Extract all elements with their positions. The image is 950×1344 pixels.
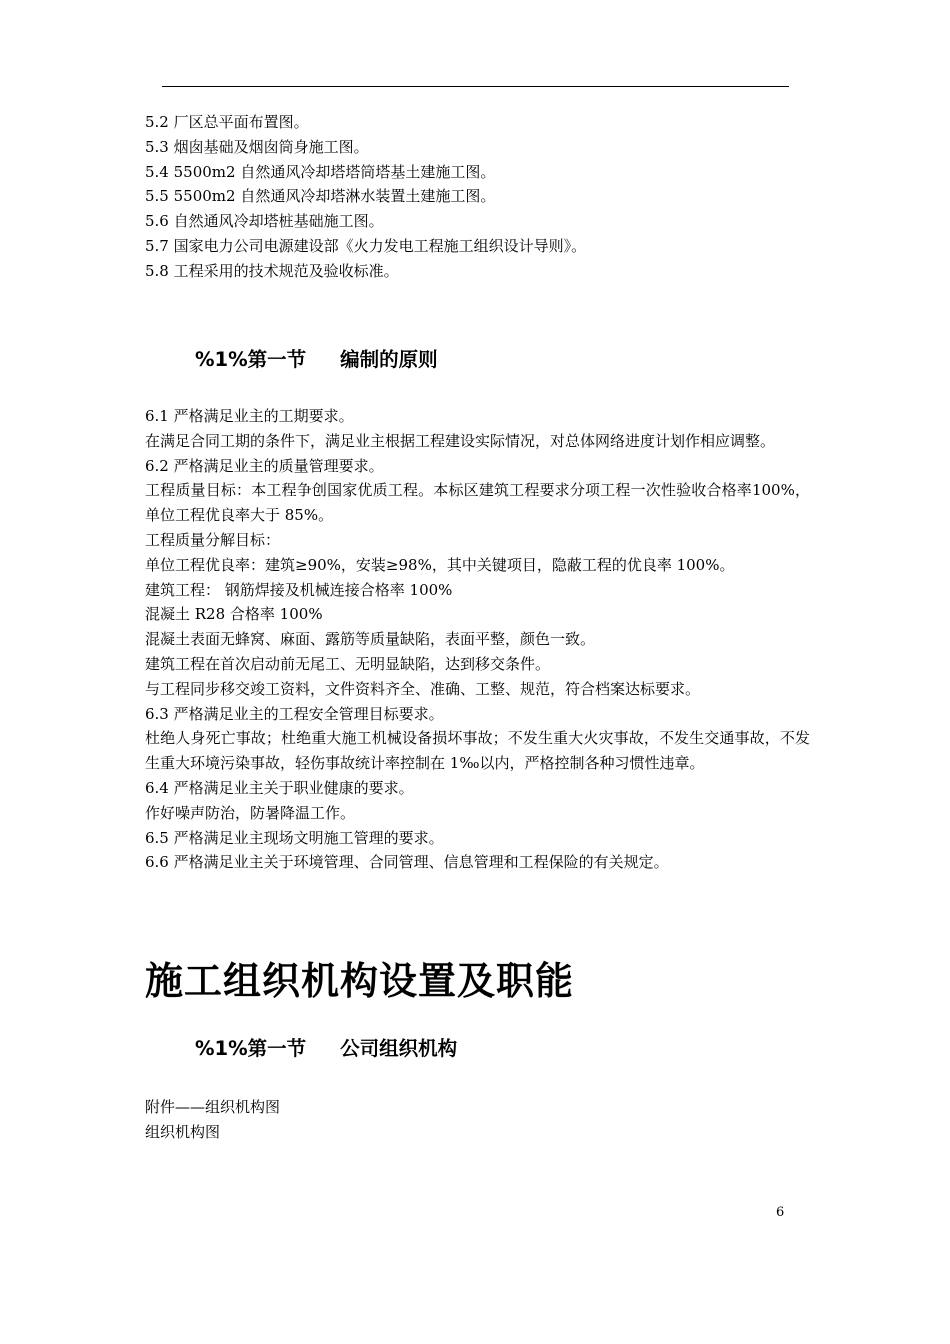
- paragraph: 单位工程优良率：建筑≥90%，安装≥98%，其中关键项目，隐蔽工程的优良率 100%。: [145, 555, 735, 574]
- list-item: 5.2 厂区总平面布置图。: [145, 113, 309, 131]
- paragraph: 建筑工程： 钢筋焊接及机械连接合格率 100%: [145, 580, 453, 599]
- list-item: 5.6 自然通风冷却塔桩基础施工图。: [145, 212, 384, 231]
- list-item: 5.8 工程采用的技术规范及验收标准。: [145, 261, 399, 280]
- page-number: 6: [776, 1205, 785, 1220]
- list-item: 5.7 国家电力公司电源建设部《火力发电工程施工组织设计导则》。: [145, 236, 587, 255]
- principles-body: [145, 404, 810, 875]
- paragraph: 6.6 严格满足业主关于环境管理、合同管理、信息管理和工程保险的有关规定。: [145, 853, 669, 872]
- attachment-lines: [145, 1095, 810, 1145]
- paragraph: 6.4 严格满足业主关于职业健康的要求。: [145, 778, 414, 797]
- header-rule: [162, 86, 789, 87]
- paragraph: 工程质量目标：本工程争创国家优质工程。本标区建筑工程要求分项工程一次性验收合格率100%，单位工程优良率大于 85%。: [145, 481, 810, 525]
- paragraph: 混凝土表面无蜂窝、麻面、露筋等质量缺陷，表面平整，颜色一致。: [145, 630, 596, 649]
- list-item: 5.3 烟囱基础及烟囱筒身施工图。: [145, 137, 369, 156]
- section-heading-org: [195, 1033, 457, 1061]
- chapter-title: 施工组织机构设置及职能: [145, 959, 575, 1003]
- section-number: %1%第一节: [195, 1037, 307, 1060]
- paragraph: 杜绝人身死亡事故；杜绝重大施工机械设备损坏事故；不发生重大火灾事故，不发生交通事故，不发生重大环境污染事故，轻伤事故统计率控制在 1‰以内，严格控制各种习惯性违章。: [145, 729, 810, 773]
- paragraph: 与工程同步移交竣工资料，文件资料齐全、准确、工整、规范，符合档案达标要求。: [145, 679, 701, 698]
- paragraph: 工程质量分解目标：: [145, 530, 281, 549]
- paragraph: 附件——组织机构图: [145, 1098, 281, 1116]
- paragraph: 作好噪声防治，防暑降温工作。: [145, 803, 356, 822]
- paragraph: 混凝土 R28 合格率 100%: [145, 605, 323, 624]
- section-heading-principles: [195, 344, 438, 372]
- paragraph: 在满足合同工期的条件下，满足业主根据工程建设实际情况，对总体网络进度计划作相应调整。: [145, 431, 776, 450]
- section-title: 公司组织机构: [340, 1037, 458, 1060]
- paragraph: 建筑工程在首次启动前无尾工、无明显缺陷，达到移交条件。: [145, 654, 551, 673]
- section-number: %1%第一节: [195, 348, 307, 371]
- paragraph: 6.2 严格满足业主的质量管理要求。: [145, 456, 384, 475]
- paragraph: 6.3 严格满足业主的工程安全管理目标要求。: [145, 704, 444, 723]
- paragraph: 6.5 严格满足业主现场文明施工管理的要求。: [145, 828, 444, 847]
- paragraph: 组织机构图: [145, 1122, 221, 1141]
- paragraph: 6.1 严格满足业主的工期要求。: [145, 407, 354, 425]
- list-item: 5.5 5500m2 自然通风冷却塔淋水装置土建施工图。: [145, 187, 496, 206]
- section-title: 编制的原则: [340, 348, 438, 371]
- list-item: 5.4 5500m2 自然通风冷却塔塔筒塔基土建施工图。: [145, 162, 496, 181]
- reference-list: [145, 110, 810, 284]
